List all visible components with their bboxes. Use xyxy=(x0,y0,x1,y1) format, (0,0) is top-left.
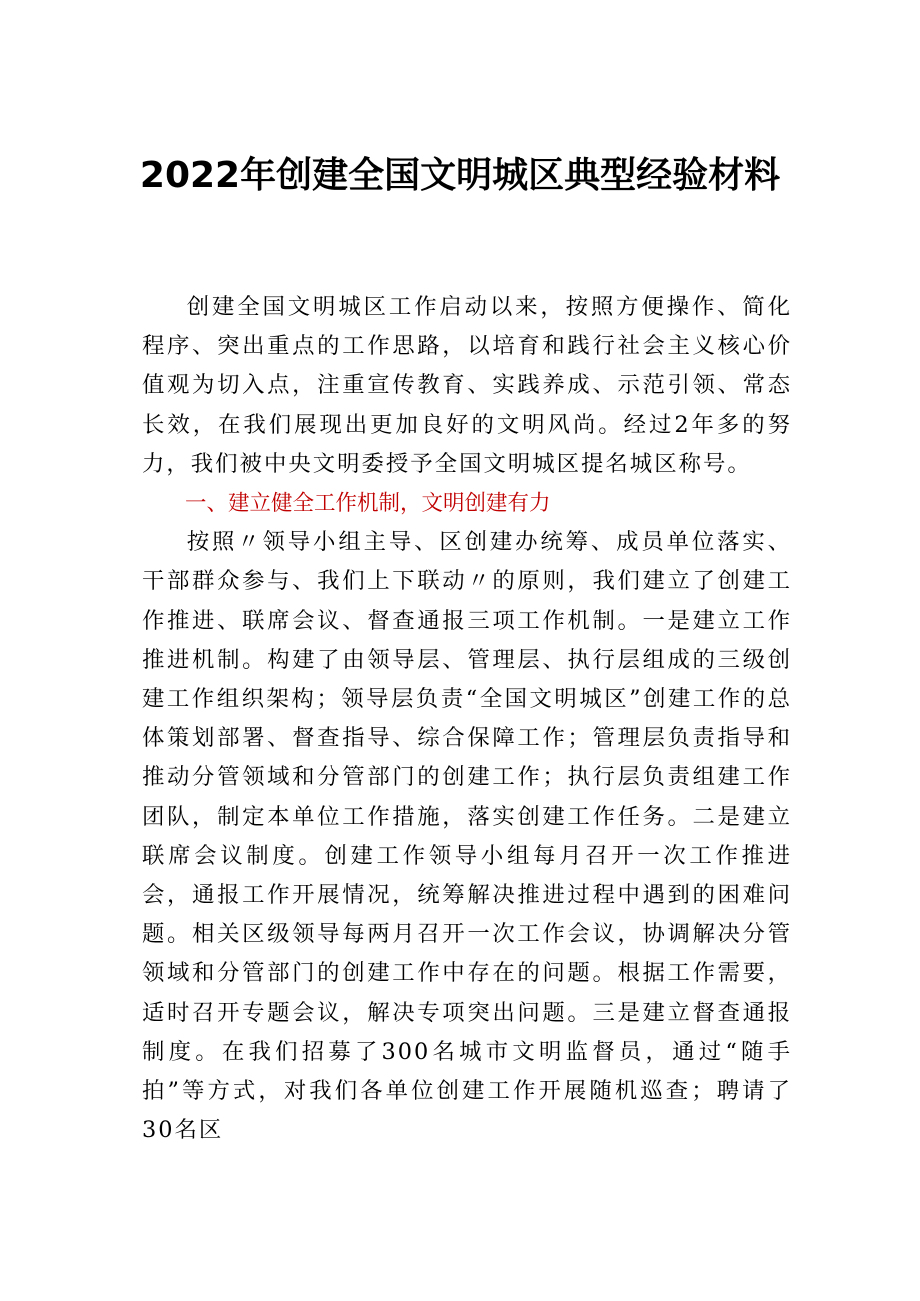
document-body xyxy=(142,288,792,1150)
document-title: 2022年创建全国文明城区典型经验材料 xyxy=(139,155,781,197)
intro-paragraph: 创建全国文明城区工作启动以来，按照方便操作、简化程序、突出重点的工作思路，以培育和践行社会主义核心价值观为切入点，注重宣传教育、实践养成、示范引领、常态长效，在我们展现出更加良好的文明风尚。经过2年多的努力，我们被中央文明委授予全国文明城区提名城区称号。 xyxy=(142,294,792,477)
section-1-paragraph: 按照〃领导小组主导、区创建办统筹、成员单位落实、干部群众参与、我们上下联动〃的原则，我们建立了创建工作推进、联席会议、督查通报三项工作机制。一是建立工作推进机制。构建了由领导层、管理层、执行层组成的三级创建工作组织架构；领导层负责“全国文明城区”创建工作的总体策划部署、督查指导、综合保障工作；管理层负责指导和推动分管领域和分管部门的创建工作；执行层负责组建工作团队，制定本单位工作措施，落实创建工作任务。二是建立联席会议制度。创建工作领导小组每月召开一次工作推进会，通报工作开展情况，统筹解决推进过程中遇到的困难问题。相关区级领导每两月召开一次工作会议，协调解决分管领域和分管部门的创建工作中存在的问题。根据工作需要，适时召开专题会议，解决专项突出问题。三是建立督查通报制度。在我们招募了300名城市文明监督员，通过“随手拍”等方式，对我们各单位创建工作开展随机巡查；聘请了30名区 xyxy=(142,529,792,1144)
section-heading-1: 一、建立健全工作机制，文明创建有力 xyxy=(185,491,551,517)
